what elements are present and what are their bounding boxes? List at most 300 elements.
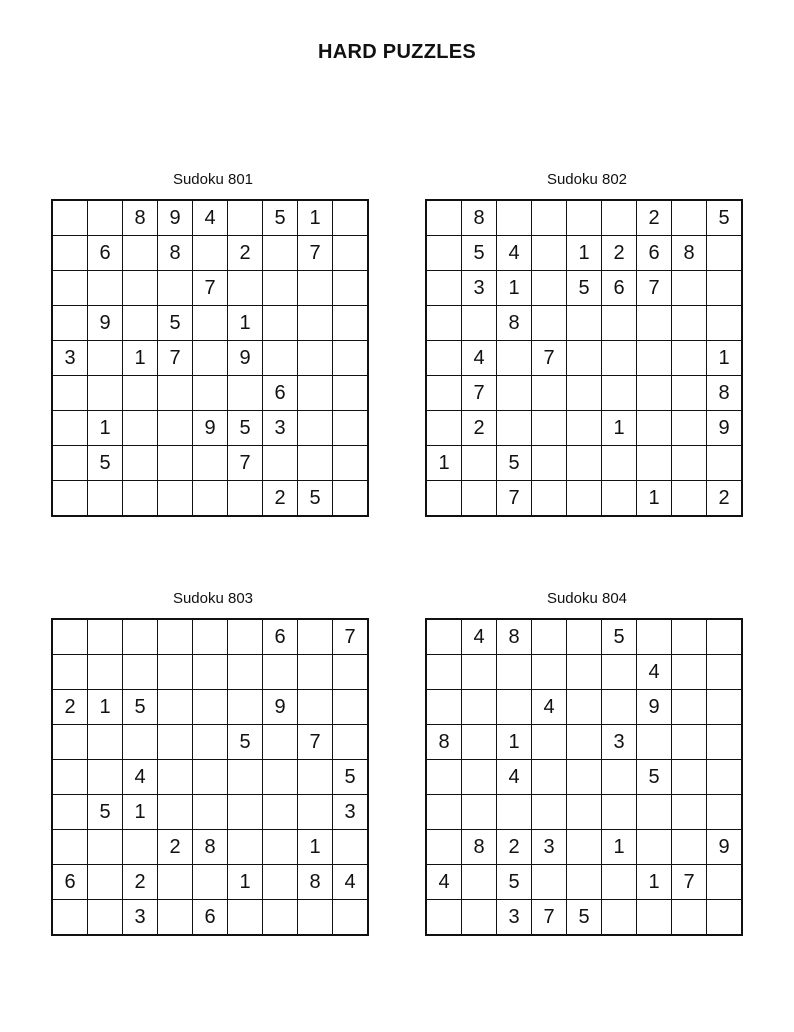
- grid-cell: 3: [52, 341, 88, 376]
- grid-cell: 9: [707, 411, 743, 446]
- grid-cell: 1: [602, 830, 637, 865]
- grid-cell: [567, 200, 602, 236]
- grid-cell: 4: [462, 619, 497, 655]
- grid-row: [52, 306, 368, 341]
- grid-cell: [532, 795, 567, 830]
- grid-cell: [637, 619, 672, 655]
- grid-cell: 8: [158, 236, 193, 271]
- grid-row: [426, 795, 742, 830]
- grid-cell: 8: [193, 830, 228, 865]
- grid-cell: [123, 271, 158, 306]
- grid-cell: 1: [228, 306, 263, 341]
- grid-cell: 4: [426, 865, 462, 900]
- grid-cell: [158, 481, 193, 517]
- grid-cell: [298, 411, 333, 446]
- grid-row: [426, 690, 742, 725]
- page-title: HARD PUZZLES: [317, 41, 477, 63]
- grid-cell: [298, 271, 333, 306]
- grid-cell: 4: [532, 690, 567, 725]
- grid-cell: [52, 655, 88, 690]
- grid-cell: [333, 411, 369, 446]
- grid-cell: 2: [637, 200, 672, 236]
- grid-row: [426, 200, 742, 236]
- grid-row: [426, 341, 742, 376]
- grid-cell: [567, 411, 602, 446]
- grid-cell: [193, 446, 228, 481]
- grid-row: [52, 411, 368, 446]
- grid-cell: [88, 376, 123, 411]
- grid-cell: 1: [123, 795, 158, 830]
- grid-row: [426, 306, 742, 341]
- grid-cell: [88, 655, 123, 690]
- grid-cell: [707, 619, 743, 655]
- grid-cell: [88, 200, 123, 236]
- grid-cell: 9: [158, 200, 193, 236]
- grid-cell: [333, 271, 369, 306]
- grid-cell: [497, 795, 532, 830]
- grid-cell: [567, 760, 602, 795]
- grid-cell: 7: [193, 271, 228, 306]
- grid-cell: [52, 481, 88, 517]
- grid-cell: [532, 619, 567, 655]
- grid-cell: [567, 655, 602, 690]
- grid-cell: [298, 341, 333, 376]
- grid-cell: 4: [333, 865, 369, 900]
- grid-cell: [602, 900, 637, 936]
- grid-cell: [707, 760, 743, 795]
- grid-cell: [672, 271, 707, 306]
- grid-cell: 7: [497, 481, 532, 517]
- grid-cell: 6: [637, 236, 672, 271]
- grid-cell: [497, 411, 532, 446]
- grid-cell: [532, 655, 567, 690]
- grid-cell: [263, 306, 298, 341]
- grid-cell: [158, 690, 193, 725]
- sudoku-grid: [51, 199, 369, 517]
- grid-cell: [52, 271, 88, 306]
- grid-cell: [602, 306, 637, 341]
- grid-cell: [123, 236, 158, 271]
- grid-cell: [52, 619, 88, 655]
- grid-cell: [672, 655, 707, 690]
- grid-row: [426, 619, 742, 655]
- grid-cell: [228, 200, 263, 236]
- grid-row: [426, 271, 742, 306]
- grid-cell: [228, 795, 263, 830]
- sudoku-grid: [51, 618, 369, 936]
- sudoku-grid: [425, 199, 743, 517]
- grid-cell: 3: [333, 795, 369, 830]
- grid-cell: 7: [672, 865, 707, 900]
- grid-cell: [602, 690, 637, 725]
- grid-cell: 3: [123, 900, 158, 936]
- grid-cell: 4: [193, 200, 228, 236]
- grid-row: [52, 795, 368, 830]
- grid-cell: [52, 760, 88, 795]
- grid-row: [52, 446, 368, 481]
- grid-cell: 8: [707, 376, 743, 411]
- grid-cell: [637, 306, 672, 341]
- grid-cell: [193, 655, 228, 690]
- grid-cell: 8: [497, 619, 532, 655]
- grid-cell: [707, 690, 743, 725]
- puzzle-title: Sudoku 803: [172, 590, 254, 607]
- grid-cell: [123, 306, 158, 341]
- grid-cell: [532, 481, 567, 517]
- grid-cell: [567, 376, 602, 411]
- grid-cell: 5: [497, 865, 532, 900]
- grid-row: [52, 619, 368, 655]
- grid-row: [426, 236, 742, 271]
- grid-cell: [672, 795, 707, 830]
- grid-cell: [52, 236, 88, 271]
- grid-cell: [88, 619, 123, 655]
- grid-cell: [532, 760, 567, 795]
- grid-cell: [333, 341, 369, 376]
- grid-cell: [426, 830, 462, 865]
- grid-cell: [158, 655, 193, 690]
- grid-cell: 1: [88, 411, 123, 446]
- grid-cell: 5: [88, 795, 123, 830]
- grid-cell: 4: [462, 341, 497, 376]
- grid-cell: 2: [263, 481, 298, 517]
- grid-cell: 9: [707, 830, 743, 865]
- grid-row: [426, 411, 742, 446]
- grid-cell: 5: [158, 306, 193, 341]
- grid-cell: [567, 446, 602, 481]
- grid-cell: 1: [497, 725, 532, 760]
- grid-cell: 8: [462, 200, 497, 236]
- grid-cell: 1: [426, 446, 462, 481]
- grid-cell: [707, 446, 743, 481]
- grid-cell: 7: [333, 619, 369, 655]
- grid-cell: 7: [298, 725, 333, 760]
- grid-cell: [333, 830, 369, 865]
- grid-cell: 4: [637, 655, 672, 690]
- grid-cell: 1: [298, 830, 333, 865]
- grid-cell: [532, 446, 567, 481]
- grid-cell: [333, 655, 369, 690]
- grid-cell: [707, 655, 743, 690]
- grid-cell: 2: [158, 830, 193, 865]
- grid-cell: [123, 411, 158, 446]
- grid-cell: [672, 341, 707, 376]
- grid-cell: 1: [567, 236, 602, 271]
- grid-cell: [532, 271, 567, 306]
- grid-cell: [637, 795, 672, 830]
- grid-cell: [532, 306, 567, 341]
- grid-cell: 1: [123, 341, 158, 376]
- grid-cell: [123, 725, 158, 760]
- grid-cell: 5: [567, 900, 602, 936]
- grid-cell: [462, 690, 497, 725]
- grid-cell: [426, 900, 462, 936]
- grid-cell: [193, 306, 228, 341]
- grid-cell: 4: [497, 236, 532, 271]
- grid-cell: [426, 271, 462, 306]
- grid-cell: [88, 830, 123, 865]
- grid-cell: [298, 619, 333, 655]
- grid-cell: 6: [263, 619, 298, 655]
- grid-cell: 2: [462, 411, 497, 446]
- grid-cell: [707, 795, 743, 830]
- grid-cell: 7: [158, 341, 193, 376]
- grid-cell: 5: [637, 760, 672, 795]
- grid-cell: [333, 690, 369, 725]
- grid-cell: 7: [532, 341, 567, 376]
- grid-cell: [672, 446, 707, 481]
- grid-cell: [123, 619, 158, 655]
- grid-cell: 5: [263, 200, 298, 236]
- grid-cell: [707, 306, 743, 341]
- grid-cell: [497, 341, 532, 376]
- grid-row: [52, 200, 368, 236]
- grid-cell: 7: [637, 271, 672, 306]
- sudoku-puzzle: [425, 171, 749, 517]
- grid-cell: [567, 830, 602, 865]
- grid-cell: [88, 725, 123, 760]
- grid-cell: [263, 725, 298, 760]
- grid-cell: [193, 481, 228, 517]
- grid-row: [426, 446, 742, 481]
- grid-cell: [462, 795, 497, 830]
- grid-cell: 6: [602, 271, 637, 306]
- grid-cell: [532, 865, 567, 900]
- grid-cell: [88, 900, 123, 936]
- grid-row: [426, 830, 742, 865]
- grid-cell: 2: [52, 690, 88, 725]
- grid-cell: [52, 306, 88, 341]
- grid-cell: 8: [497, 306, 532, 341]
- grid-cell: [497, 690, 532, 725]
- grid-cell: [462, 446, 497, 481]
- grid-cell: 1: [637, 865, 672, 900]
- grid-cell: [333, 446, 369, 481]
- grid-cell: [567, 306, 602, 341]
- grid-cell: 6: [263, 376, 298, 411]
- grid-cell: 5: [567, 271, 602, 306]
- grid-cell: [426, 236, 462, 271]
- grid-cell: 7: [462, 376, 497, 411]
- grid-row: [52, 236, 368, 271]
- grid-cell: [228, 760, 263, 795]
- grid-cell: [263, 830, 298, 865]
- grid-cell: [637, 446, 672, 481]
- grid-row: [426, 481, 742, 517]
- grid-row: [52, 760, 368, 795]
- grid-cell: 5: [228, 411, 263, 446]
- grid-cell: 1: [707, 341, 743, 376]
- grid-cell: [333, 376, 369, 411]
- grid-cell: [462, 655, 497, 690]
- grid-cell: [123, 655, 158, 690]
- grid-cell: [602, 341, 637, 376]
- grid-cell: [158, 619, 193, 655]
- grid-cell: [298, 760, 333, 795]
- grid-cell: [497, 200, 532, 236]
- grid-cell: [333, 200, 369, 236]
- grid-cell: [123, 446, 158, 481]
- grid-cell: [672, 376, 707, 411]
- puzzle-title: Sudoku 804: [546, 590, 628, 607]
- grid-cell: [532, 725, 567, 760]
- grid-cell: [123, 830, 158, 865]
- grid-cell: [228, 690, 263, 725]
- grid-cell: [52, 411, 88, 446]
- grid-cell: 5: [88, 446, 123, 481]
- grid-cell: [426, 690, 462, 725]
- grid-cell: [298, 376, 333, 411]
- grid-cell: [707, 900, 743, 936]
- grid-cell: 9: [637, 690, 672, 725]
- grid-cell: [567, 725, 602, 760]
- grid-cell: 9: [88, 306, 123, 341]
- grid-cell: 3: [462, 271, 497, 306]
- grid-row: [52, 376, 368, 411]
- grid-cell: [637, 341, 672, 376]
- grid-row: [52, 341, 368, 376]
- grid-cell: [462, 725, 497, 760]
- grid-cell: 6: [193, 900, 228, 936]
- grid-cell: [158, 900, 193, 936]
- grid-cell: [426, 655, 462, 690]
- grid-cell: [263, 760, 298, 795]
- grid-cell: [123, 481, 158, 517]
- grid-cell: 2: [707, 481, 743, 517]
- grid-cell: 6: [52, 865, 88, 900]
- grid-row: [52, 271, 368, 306]
- sudoku-puzzle: [51, 171, 375, 517]
- grid-cell: [193, 760, 228, 795]
- grid-cell: [158, 446, 193, 481]
- grid-cell: [567, 795, 602, 830]
- grid-cell: [672, 725, 707, 760]
- grid-cell: [228, 900, 263, 936]
- grid-cell: [532, 200, 567, 236]
- grid-cell: [602, 446, 637, 481]
- grid-cell: [637, 376, 672, 411]
- grid-cell: [263, 795, 298, 830]
- grid-cell: 8: [298, 865, 333, 900]
- grid-row: [426, 760, 742, 795]
- grid-cell: [52, 900, 88, 936]
- grid-cell: [298, 795, 333, 830]
- grid-cell: [228, 376, 263, 411]
- grid-cell: [158, 760, 193, 795]
- grid-cell: [497, 655, 532, 690]
- grid-cell: [567, 481, 602, 517]
- grid-cell: [88, 481, 123, 517]
- grid-cell: [707, 271, 743, 306]
- grid-cell: [228, 655, 263, 690]
- grid-cell: [263, 341, 298, 376]
- grid-cell: 1: [637, 481, 672, 517]
- grid-cell: [88, 760, 123, 795]
- grid-cell: [298, 900, 333, 936]
- grid-cell: [158, 376, 193, 411]
- grid-cell: [193, 341, 228, 376]
- grid-cell: [228, 271, 263, 306]
- grid-cell: 9: [263, 690, 298, 725]
- grid-cell: [193, 795, 228, 830]
- grid-cell: [298, 446, 333, 481]
- grid-cell: 4: [497, 760, 532, 795]
- grid-cell: [426, 306, 462, 341]
- grid-cell: [462, 865, 497, 900]
- grid-cell: 5: [333, 760, 369, 795]
- grid-cell: [672, 619, 707, 655]
- grid-cell: [158, 271, 193, 306]
- grid-cell: 5: [123, 690, 158, 725]
- grid-cell: [333, 481, 369, 517]
- grid-cell: 8: [672, 236, 707, 271]
- grid-cell: [193, 376, 228, 411]
- grid-cell: 1: [88, 690, 123, 725]
- grid-cell: [298, 306, 333, 341]
- grid-cell: [602, 376, 637, 411]
- grid-cell: [707, 865, 743, 900]
- grid-cell: 2: [228, 236, 263, 271]
- grid-cell: [52, 795, 88, 830]
- grid-cell: [298, 690, 333, 725]
- grid-cell: [123, 376, 158, 411]
- grid-row: [426, 725, 742, 760]
- grid-cell: [263, 900, 298, 936]
- grid-row: [52, 725, 368, 760]
- grid-cell: [228, 619, 263, 655]
- grid-cell: 3: [602, 725, 637, 760]
- grid-cell: [672, 830, 707, 865]
- grid-row: [52, 690, 368, 725]
- grid-cell: [426, 481, 462, 517]
- grid-row: [426, 865, 742, 900]
- grid-cell: [707, 236, 743, 271]
- grid-cell: [263, 271, 298, 306]
- grid-cell: [426, 376, 462, 411]
- grid-cell: [263, 865, 298, 900]
- grid-cell: [462, 760, 497, 795]
- grid-cell: 5: [462, 236, 497, 271]
- grid-cell: [426, 760, 462, 795]
- grid-cell: [637, 830, 672, 865]
- grid-cell: [158, 411, 193, 446]
- grid-cell: [88, 271, 123, 306]
- sudoku-puzzle: [51, 590, 375, 936]
- grid-cell: [497, 376, 532, 411]
- grid-cell: 3: [497, 900, 532, 936]
- grid-cell: [637, 411, 672, 446]
- grid-cell: 2: [602, 236, 637, 271]
- grid-cell: [637, 725, 672, 760]
- grid-cell: 7: [228, 446, 263, 481]
- grid-cell: [602, 481, 637, 517]
- grid-row: [52, 865, 368, 900]
- grid-row: [52, 481, 368, 517]
- grid-cell: [333, 236, 369, 271]
- grid-cell: 2: [123, 865, 158, 900]
- grid-cell: [672, 481, 707, 517]
- grid-cell: [672, 306, 707, 341]
- grid-row: [52, 655, 368, 690]
- grid-cell: 3: [532, 830, 567, 865]
- grid-cell: [426, 200, 462, 236]
- grid-cell: [158, 865, 193, 900]
- puzzle-title: Sudoku 802: [546, 171, 628, 188]
- grid-cell: [637, 900, 672, 936]
- grid-cell: [193, 725, 228, 760]
- puzzle-title: Sudoku 801: [172, 171, 254, 188]
- grid-cell: [193, 619, 228, 655]
